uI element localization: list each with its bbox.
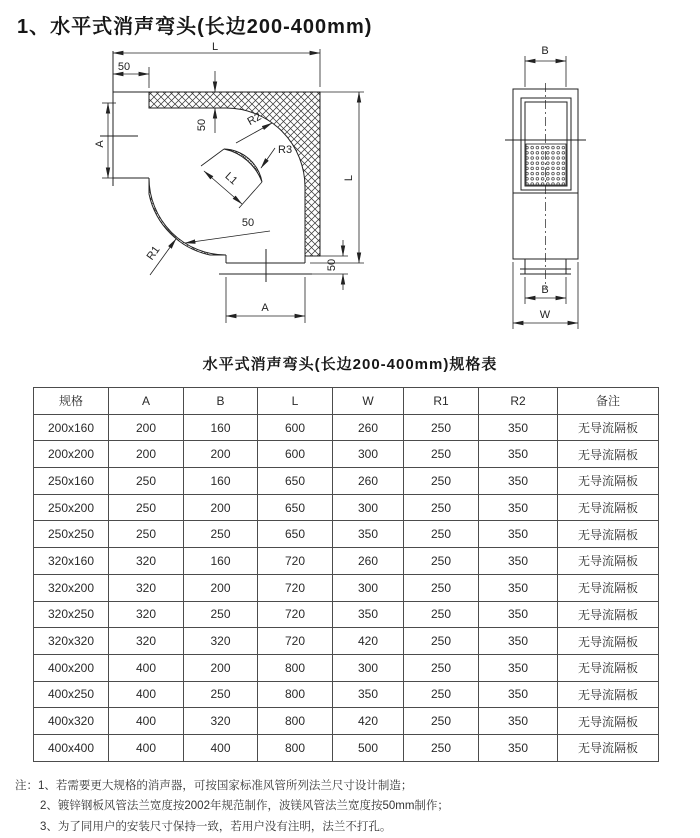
table-row-4	[34, 521, 659, 548]
spec-cell: 160	[184, 548, 258, 575]
spec-cell: 250	[184, 601, 258, 628]
spec-cell: 无导流隔板	[558, 548, 659, 575]
spec-cell: 320	[184, 708, 258, 735]
spec-cell: 420	[333, 628, 404, 655]
spec-cell: 400x200	[34, 654, 109, 681]
dim-label-B-top: B	[541, 45, 549, 57]
spec-cell: 800	[258, 681, 333, 708]
dim-label-L-top: L	[211, 41, 219, 53]
spec-cell: 420	[333, 708, 404, 735]
spec-cell: 800	[258, 734, 333, 761]
spec-cell: 250	[404, 628, 479, 655]
spec-table-body	[34, 414, 659, 761]
spec-cell: 400	[109, 681, 184, 708]
spec-cell: 250	[184, 681, 258, 708]
spec-table	[33, 387, 659, 762]
spec-cell: 350	[479, 521, 558, 548]
column-header-2: B	[184, 388, 258, 415]
column-header-7: 备注	[558, 388, 659, 415]
column-header-0: 规格	[34, 388, 109, 415]
spec-cell: 350	[479, 574, 558, 601]
spec-cell: 320x160	[34, 548, 109, 575]
note-line-1	[15, 776, 700, 797]
spec-cell: 200	[184, 654, 258, 681]
note-line-2	[15, 796, 700, 817]
elbow-body	[100, 51, 320, 282]
dim-label-B-bottom: B	[541, 284, 549, 296]
spec-cell: 无导流隔板	[558, 521, 659, 548]
dim-label-R2: R2	[245, 110, 264, 129]
note-item-1: 1、若需要更大规格的消声器，可按国家标准风管所列法兰尺寸设计制造；	[38, 779, 413, 792]
spec-cell: 250	[404, 574, 479, 601]
column-header-6: R2	[479, 388, 558, 415]
spec-cell: 无导流隔板	[558, 441, 659, 468]
dim-label-50-flange: 50	[117, 61, 131, 73]
spec-cell: 250	[404, 441, 479, 468]
table-row-10	[34, 681, 659, 708]
table-row-1	[34, 441, 659, 468]
table-row-7	[34, 601, 659, 628]
drawing-area	[0, 41, 700, 341]
spec-cell: 400x320	[34, 708, 109, 735]
spec-cell: 300	[333, 441, 404, 468]
note-item-3: 3、为了同用户的安装尺寸保持一致，若用户没有注明，法兰不打孔。	[40, 821, 392, 833]
spec-cell: 250	[109, 494, 184, 521]
spec-cell: 400x400	[34, 734, 109, 761]
spec-cell: 400	[109, 708, 184, 735]
spec-cell: 250	[404, 468, 479, 495]
dim-label-L-right: L	[343, 174, 355, 182]
table-row-0	[34, 414, 659, 441]
dim-label-50-outlet: 50	[326, 258, 338, 272]
spec-cell: 160	[184, 414, 258, 441]
dim-label-A-outlet: A	[261, 302, 269, 314]
spec-cell: 400	[109, 734, 184, 761]
spec-cell: 600	[258, 441, 333, 468]
spec-cell: 320	[109, 601, 184, 628]
dim-label-W: W	[539, 309, 551, 321]
perforated-panel	[526, 144, 566, 185]
side-view-drawing	[488, 41, 603, 333]
spec-cell: 650	[258, 521, 333, 548]
spec-cell: 250	[404, 654, 479, 681]
spec-cell: 350	[479, 468, 558, 495]
dim-label-R3: R3	[278, 144, 293, 156]
spec-cell: 无导流隔板	[558, 468, 659, 495]
spec-cell: 350	[479, 628, 558, 655]
spec-cell: 250	[404, 494, 479, 521]
spec-cell: 400	[184, 734, 258, 761]
spec-cell: 260	[333, 468, 404, 495]
spec-cell: 320	[109, 548, 184, 575]
spec-cell: 无导流隔板	[558, 628, 659, 655]
spec-cell: 300	[333, 574, 404, 601]
spec-cell: 250	[109, 468, 184, 495]
spec-cell: 250	[404, 601, 479, 628]
spec-cell: 350	[479, 654, 558, 681]
spec-cell: 250	[404, 708, 479, 735]
spec-cell: 720	[258, 601, 333, 628]
spec-cell: 200x160	[34, 414, 109, 441]
spec-cell: 160	[184, 468, 258, 495]
spec-cell: 650	[258, 494, 333, 521]
spec-cell: 320x250	[34, 601, 109, 628]
spec-cell: 200	[184, 441, 258, 468]
inner-wall-liner	[149, 178, 226, 255]
spec-cell: 800	[258, 654, 333, 681]
spec-cell: 260	[333, 414, 404, 441]
page-title: 1、水平式消声弯头(长边200-400mm)	[17, 16, 373, 38]
spec-cell: 350	[479, 494, 558, 521]
column-header-5: R1	[404, 388, 479, 415]
spec-table-title: 水平式消声弯头(长边200-400mm)规格表	[202, 356, 498, 373]
spec-cell: 200	[184, 574, 258, 601]
notes-prefix: 注：	[15, 779, 38, 792]
spec-cell: 250	[404, 681, 479, 708]
spec-cell: 200	[184, 494, 258, 521]
spec-cell: 260	[333, 548, 404, 575]
spec-cell: 250x200	[34, 494, 109, 521]
spec-header-row	[34, 388, 659, 415]
notes	[15, 776, 700, 838]
spec-cell: 350	[479, 548, 558, 575]
spec-cell: 250	[404, 734, 479, 761]
spec-cell: 320	[184, 628, 258, 655]
spec-cell: 320x200	[34, 574, 109, 601]
dim-label-L1: L1	[222, 170, 240, 188]
spec-cell: 250	[404, 548, 479, 575]
spec-cell: 720	[258, 628, 333, 655]
table-row-6	[34, 574, 659, 601]
spec-cell: 无导流隔板	[558, 708, 659, 735]
dim-label-R1: R1	[144, 244, 163, 263]
plan-view-drawing	[94, 41, 370, 333]
column-header-4: W	[333, 388, 404, 415]
table-row-8	[34, 628, 659, 655]
spec-cell: 300	[333, 654, 404, 681]
spec-cell: 200	[109, 414, 184, 441]
spec-cell: 250x160	[34, 468, 109, 495]
spec-cell: 350	[479, 708, 558, 735]
spec-cell: 350	[479, 601, 558, 628]
table-row-12	[34, 734, 659, 761]
spec-cell: 320	[109, 574, 184, 601]
table-row-2	[34, 468, 659, 495]
spec-cell: 200	[109, 441, 184, 468]
spec-cell: 400	[109, 654, 184, 681]
table-row-3	[34, 494, 659, 521]
spec-cell: 250	[109, 521, 184, 548]
spec-cell: 200x200	[34, 441, 109, 468]
table-row-5	[34, 548, 659, 575]
note-item-2: 2、镀锌钢板风管法兰宽度按2002年规范制作，波镁风管法兰宽度按50mm制作；	[40, 800, 449, 813]
spec-cell: 650	[258, 468, 333, 495]
spec-cell: 无导流隔板	[558, 414, 659, 441]
spec-cell: 无导流隔板	[558, 574, 659, 601]
dim-label-A-inlet: A	[94, 140, 106, 148]
plan-dimensions	[102, 49, 364, 323]
spec-cell: 无导流隔板	[558, 734, 659, 761]
note-line-3	[15, 817, 700, 838]
spec-cell: 350	[333, 601, 404, 628]
spec-cell: 250	[184, 521, 258, 548]
column-header-3: L	[258, 388, 333, 415]
spec-cell: 350	[333, 681, 404, 708]
spec-cell: 320	[109, 628, 184, 655]
spec-cell: 600	[258, 414, 333, 441]
dim-label-50-wall: 50	[196, 118, 208, 132]
spec-cell: 350	[479, 414, 558, 441]
table-row-9	[34, 654, 659, 681]
spec-cell: 320x320	[34, 628, 109, 655]
column-header-1: A	[109, 388, 184, 415]
spec-cell: 250	[404, 521, 479, 548]
spec-cell: 800	[258, 708, 333, 735]
spec-cell: 350	[479, 441, 558, 468]
spec-cell: 无导流隔板	[558, 654, 659, 681]
table-row-11	[34, 708, 659, 735]
spec-cell: 500	[333, 734, 404, 761]
spec-cell: 无导流隔板	[558, 494, 659, 521]
spec-cell: 250	[404, 414, 479, 441]
spec-cell: 720	[258, 548, 333, 575]
spec-cell: 400x250	[34, 681, 109, 708]
side-body	[505, 83, 586, 288]
spec-cell: 无导流隔板	[558, 681, 659, 708]
spec-cell: 300	[333, 494, 404, 521]
spec-cell: 无导流隔板	[558, 601, 659, 628]
spec-cell: 350	[479, 681, 558, 708]
spec-cell: 720	[258, 574, 333, 601]
dim-label-50-liner: 50	[241, 217, 255, 229]
spec-cell: 350	[479, 734, 558, 761]
spec-cell: 350	[333, 521, 404, 548]
spec-cell: 250x250	[34, 521, 109, 548]
